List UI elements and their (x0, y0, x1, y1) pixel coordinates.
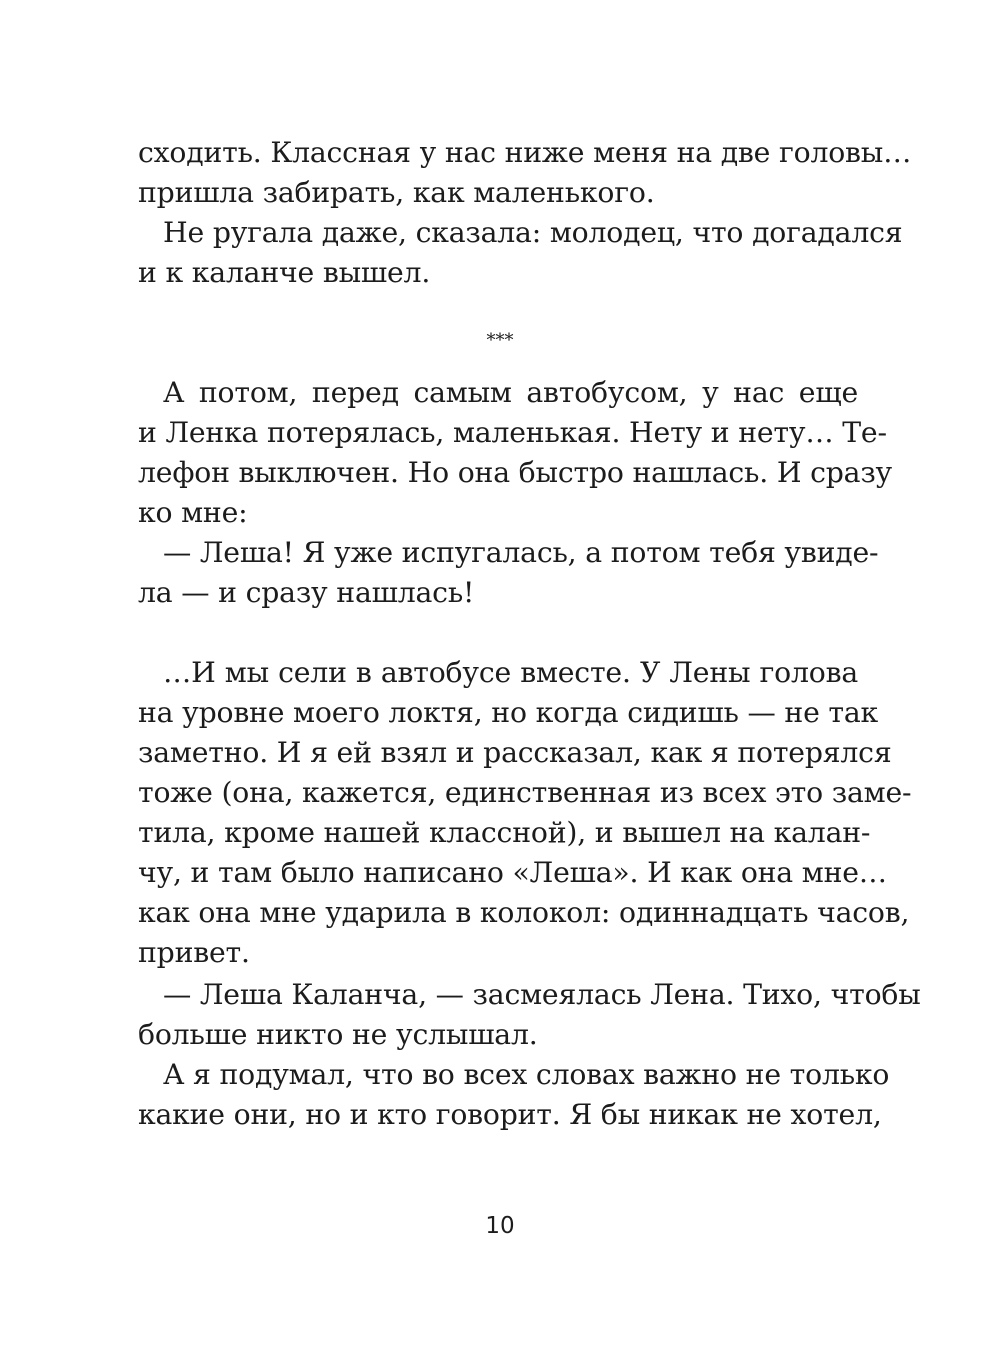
section-separator: *** (486, 330, 514, 351)
text-line: — Леша Каланча, — засмеялась Лена. Тихо, чтобы (163, 978, 921, 1011)
text-line: А потом, перед самым автобусом, у нас еще (163, 376, 858, 409)
text-line: и к каланче вышел. (138, 256, 431, 289)
text-line: — Леша! Я уже испугалась, а потом тебя увиде- (163, 536, 879, 569)
text-line: пришла забирать, как маленького. (138, 176, 655, 209)
text-line: привет. (138, 936, 250, 969)
text-line: Не ругала даже, сказала: молодец, что догадался (163, 216, 903, 249)
text-line: сходить. Классная у нас ниже меня на две головы… (138, 136, 912, 169)
text-line: лефон выключен. Но она быстро нашлась. И сразу (138, 456, 893, 489)
text-line: на уровне моего локтя, но когда сидишь — не так (138, 696, 879, 729)
text-line: тила, кроме нашей классной), и вышел на калан- (138, 816, 871, 849)
page-number: 10 (485, 1213, 515, 1239)
text-line: заметно. И я ей взял и рассказал, как я потерялся (138, 736, 892, 769)
text-line: тоже (она, кажется, единственная из всех это заме- (138, 776, 912, 809)
text-line: и Ленка потерялась, маленькая. Нету и нету… Те- (138, 416, 887, 449)
text-line: чу, и там было написано «Леша». И как она мне… (138, 856, 887, 889)
text-line: больше никто не услышал. (138, 1018, 538, 1051)
text-line: ко мне: (138, 496, 248, 529)
text-line: А я подумал, что во всех словах важно не только (163, 1058, 890, 1091)
text-line: …И мы сели в автобусе вместе. У Лены голова (163, 656, 858, 689)
text-line: как она мне ударила в колокол: одиннадцать часов, (138, 896, 910, 929)
text-line: ла — и сразу нашлась! (138, 576, 475, 609)
text-line: какие они, но и кто говорит. Я бы никак не хотел, (138, 1098, 882, 1131)
